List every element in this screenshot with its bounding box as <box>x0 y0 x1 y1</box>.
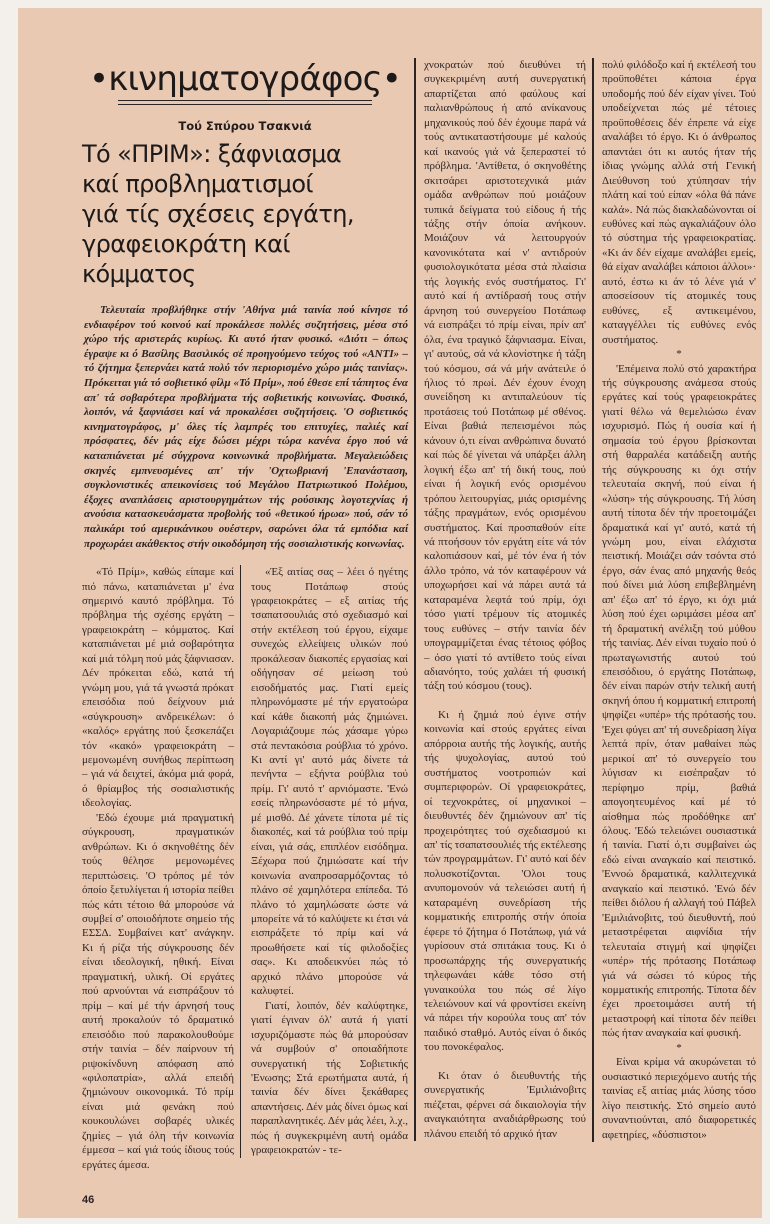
paragraph: «Έξ αιτίας σας – λέει ό ηγέτης τους Ποτάπωφ στούς γραφειοκράτες – εξ αιτίας τής τσαπατσουλιάς στό σχεδιασμό καί στήν εκτέλεση τού έργου, είχαμε συνεχώς ελλείψεις υλικών πού προκάλεσαν διακοπές εργασίας καί οδήγησαν σέ μείωση τού εισοδήματός μας. Γιατί εμείς πληρωνόμαστε μέ τήν εργατοώρα καί κάθε διακοπή μάς ζημιώνει. Λογαριάζουμε πώς χάσαμε γύρω στά πεντακόσια ρούβλια τό χρόνο. Κι αντί γι' αυτό μάς δίνετε τά πενήντα – εξήντα ρούβλια τού πρίμ. Γι' αυτό τ' αρνιόμαστε. 'Ενώ εσείς πληρωνόσαστε μέ τό μήνα, μέ μισθό. Δέ χάνετε τίποτα μέ τίς διακοπές, καί τά ρούβλια τού πρίμ είναι, γιά σάς, επιπλέον εισόδημα. Ξέχωρα πού ζημιώσατε καί τήν κοινωνία αναπροσαρμόζοντας τό πλάνο σέ χαμηλότερα επίπεδα. Τό πλάνο τό χαμηλώσατε ώστε νά μπορείτε νά τό καλύψετε κι έτσι νά εισπράξετε τό πρίμ καί νά προωθήσετε καί τίς φιλοδοξίες σας». Κι αποδεικνύει πώς τό αρχικό πλάνο μπορούσε νά καλυφτεί. <box>251 566 408 998</box>
paragraph: Κι ή ζημιά πού έγινε στήν κοινωνία καί στούς εργάτες είναι απόρροια αυτής τής λογικής, αυτής τής ψυχολογίας, αυτού τού συστήματος νοοτροπιών καί συμπεριφορών. Οί γραφειοκράτες, οί τεχνοκράτες, οί μηχανικοί – διευθυντές δέν ζημιώνουν απ' τίς προχειρότητες τού σχεδιασμού κι απ' τίς τσαπατσουλιές τής εκτέλεσης τών προγραμμάτων. Γι' αυτό καί δέν πολυσκοτίζονται. 'Ολοι τους ανυπομονούν νά τελειώσει αυτή ή καταραμένη συνεδρίαση τής κομματικής επιτροπής στήν όποία έφερε τό ζήτημα ό Ποτάπωφ, γιά νά γυρίσουν στά σπιτάκια τους. Κι ό προσωπάρχης τής συνεργατικής τηλεφωνάει κάθε τόσο στή γυναικούλα του πώς σέ λίγο τελειώνουν καί νά φροντίσει εκείνη νά πάρει τήν κορούλα τους απ' τόν παιδικό σταθμό. Αυτός είναι ό δικός του πονοκέφαλος. <box>424 708 586 1054</box>
newspaper-page <box>18 8 762 1218</box>
left-block <box>82 58 408 1206</box>
byline: Τού Σπύρου Τσακνιά <box>178 119 312 133</box>
paragraph: 'Εδώ έχουμε μιά πραγματική σύγκρουση, πραγματικών ανθρώπων. Κι ό σκηνοθέτης δέν τούς θέλησε μεμονωμένες περιπτώσεις. 'Ο τρόπος μέ τόν όποίο ξετυλίγεται ή ιστορία πείθει πώς κάτι τέτοιο θά μπορούσε νά συμβεί σ' οποιοδήποτε σημείο τής ΕΣΣΔ. Συμβαίνει κατ' ανάγκην. Κι ή ρίζα τής σύγκρουσης δέν είναι ιδεολογική, ηθική. Είναι πραγματική, υλική. Οί εργάτες πού αρνούνται νά εισπράξουν τό πρίμ – καί μέ τήν άρνησή τους αυτή προκαλούν τό δραματικό επεισόδιο πού παρακολουθούμε στήν ταινία – δέν παίρνουν τή ριψοκίνδυνη απόφαση από «φιλοπατρία», αλλά επειδή ζημιώνουν οικονομικά. Τό πρίμ είναι μιά φενάκη πού κουκουλώνει σοβαρές υλικές ζημίες – γιά όλη τήν κοινωνία έμμεσα – καί γιά τούς ίδιους τούς εργάτες άμεσα. <box>82 811 234 1171</box>
article-column-1 <box>82 565 240 1172</box>
article-column-3 <box>414 58 592 1141</box>
article-column-4 <box>592 58 762 1142</box>
headline-line: γιά τίς σχέσεις εργάτη, <box>82 200 354 228</box>
section-separator: * <box>676 348 682 361</box>
title-underline <box>118 100 372 105</box>
headline-line: καί προβληματισμοί <box>82 170 313 198</box>
section-title: •κινηματογράφος• <box>88 59 401 99</box>
section-separator: * <box>676 1041 682 1054</box>
headline-line: Τό «ΠΡΙΜ»: ξάφνιασμα <box>82 140 342 168</box>
paragraph: πολύ φιλόδοξο καί ή εκτέλεσή του προϋποθέτει κάποια έργα υποδομής πού δέν είχαν γίνει. Τού υποδείχνεται πώς μέ τέτοιες προϋποθέσεις δέν έπρεπε νά είχε αναλάβει τό έργο. Κι ό άνθρωπος απαντάει ότι κι αυτός ήταν τής ίδιας γνώμης αλλά στή Γενική Διεύθυνση τού χτύπησαν τήν πλάτη καί τού είπαν «όλα θά πάνε καλά». Νά πώς διακλαδώνονται οί ευθύνες καί πώς αγκαλιάζουν όλο τό σύστημα τής γραφειοκρατίας. «Κι άν δέν είχαμε αναλάβει εμείς, θά είχαν αναλάβει κάποιοι άλλοι»· αυτό, έστω κι άν τό λένε γιά ν' αποσείσουν τίς ατομικές τους ευθύνες, εξ αντικειμένου, καταγγέλλει τίς ευθύνες ενός συστήματος. <box>602 59 756 346</box>
article-column-2 <box>240 565 408 1158</box>
paragraph: «Τό Πρίμ», καθώς είπαμε καί πιό πάνω, καταπιάνεται μ' ένα σημερινό καυτό πρόβλημα. Τό πρόβλημα τής σχέσης εργάτη – γραφειοκράτη – κόμματος. Καί καταπιάνεται μέ μιά σοβαρότητα καί μιά τόλμη πού μάς ξάφνιασαν. Δέν πρόκειται εδώ, κατά τή γνώμη μου, γιά τά γνωστά πρόκατ επεισόδια πού δείχνουν μιά «σύγκρουση» ανδρεικέλων: ό «καλός» εργάτης πού ξεσκεπάζει τόν «κακό» γραφειοκράτη – μεμονωμένη συνήθως περίπτωση – γιά νά δειχτεί, άκόμα μιά φορά, ό θρίαμβος τής σοσιαλιστικής ιδεολογίας. <box>82 566 234 810</box>
paragraph: Γιατί, λοιπόν, δέν καλύφτηκε, γιατί έγιναν όλ' αυτά ή γιατί ισχυριζόμαστε πώς θά μπορούσαν νά συμβούν σ' οποιαδήποτε συνεργατική τής Σοβιετικής 'Ενωσης; Στά ερωτήματα αυτά, ή ταινία δέν δίνει ξεκάθαρες απαντήσεις. Δέν μάς δίνει όμως καί παραπλανητικές. Δέν μάς λέει, λ.χ., πώς ή συγκεκριμένη αυτή ομάδα γραφειοκρατών - τε- <box>251 999 408 1157</box>
lower-columns <box>82 565 408 1172</box>
paragraph: Είναι κρίμα νά ακυρώνεται τό ουσιαστικό περιεχόμενο αυτής τής ταινίας εξ αιτίας μιάς λύσης τόσο λίγο πειστικής. Στό σημείο αυτό συναντιούνται, από διαφορετικές αφετηρίες, «δύσπιστοι» <box>602 1056 756 1141</box>
headline-line: γραφειοκράτη καί κόμματος <box>82 230 290 288</box>
paragraph: 'Επέμεινα πολύ στό χαρακτήρα τής σύγκρουσης ανάμεσα στούς εργάτες καί τούς γραφειοκράτες γιατί θέλω νά θεμελιώσω έναν ισχυρισμό. Πώς ή ουσία καί ή σημασία τού έργου βρίσκονται στή θαρραλέα κατάδειξη αυτής τής σύγκρουσης κι όχι στήν τελευταία σκηνή, πού είναι ή «λύση» τής σύγκρουσης. Τή λύση αυτή τίποτα δέν τήν προετοιμάζει δραματικά καί γι' αυτό, κατά τή γνώμη μου, είναι ελάχιστα πειστική. Μοιάζει σάν τσόντα στό έργο, σάν ένας από μηχανής θεός πού δίνει μιά λύση επιβεβλημένη απ' έξω απ' τό έργο, κι όχι μιά λύση πού έχει ωριμάσει μέσα απ' τή δραματική ανέλιξη τού μύθου τής ταινίας. Δέν είναι τυχαίο πού ό πρωταγωνιστής αυτού τού επεισόδιου, ό εργάτης Ποτάπωφ, δέν είναι παρών στήν τελική αυτή σκηνή όπου ή κομματική επιτροπή ψηφίζει «υπέρ» τής πρότασής του. 'Εχει φύγει απ' τή συνεδρίαση λίγα λεπτά πρίν, όταν μαθαίνει πώς μερικοί απ' τό συνεργείο του λύγισαν κι εισέπραξαν τό περίφημο πρίμ, βαθιά απογοητευμένος καί μέ τό αίσθημα πώς προδόθηκε απ' όλους. 'Εδώ τελειώνει ουσιαστικά ή ταινία. Γιατί ό,τι συμβαίνει ώς εδώ είναι αναγκαίο καί πειστικό. 'Εννοώ δραματικά, καλλιτεχνικά αναγκαίο καί πειστικό. 'Ενώ δέν πείθει διόλου ή αλλαγή τού Πάβελ 'Εμιλιάνοβιτς, τού διευθυντή, πού μεταστρέφεται αιφνίδια τήν τελευταία στιγμή καί ψηφίζει «υπέρ» τής πρότασης Ποτάπωφ γιά νά σώσει τό κύρος τής κομματικής επιτροπής. Τίποτα δέν έχει προετοιμάσει αυτή τή μεταστροφή καί τίποτα δέν πείθει πώς ήταν αναγκαία καί φυσική. <box>602 362 756 1040</box>
paragraph: χνοκρατών πού διευθύνει τή συγκεκριμένη αυτή συνεργατική απαρτίζεται από φαύλους καί παλιανθρώπους ή από ανίκανους μηχανικούς πού δέν έχουμε παρά νά τούς αντικαταστήσουμε μέ καλούς καί ικανούς γιά νά ξεπεραστεί τό πρόβλημα. 'Αντίθετα, ό σκηνοθέτης σκιτσάρει αριστοτεχνικά μιάν ομάδα ανθρώπων πού μοιάζουν τυπικά δείγματα τού είδους ή τής τάξης στήν όποία ανήκουν. Μοιάζουν νά λειτουργούν κανονικότατα καί ν' αντιδρούν φυσιολογικότατα μέσα στά πλαίσια τής λογικής ενός συστήματος. Γι' αυτό καί ή αντίδρασή τους στήν άρνηση τού συνεργείου Ποτάπωφ νά εισπράξει τό πρίμ είναι, πρίν απ' όλα, ένα τραγικό ξάφνιασμα. Είναι, γι' αυτούς, σά νά κλονίστηκε ή τάξη τού κόσμου, σά νά μήν ανάτειλε ό ήλιος τό πρωί. Δέν έχουν ένοχη συνείδηση κι αντιπαλεύουν τίς προτάσεις τού Ποτάπωφ μέ σθένος. Είναι βαθιά πεπεισμένοι πώς κάνουν ό,τι είναι ανθρώπινα δυνατό καί πώς δέ γίνεται νά υπάρξει άλλη λογική έξω απ' τή δική τους, πού είναι ή λογική ενός ορισμένου τρόπου λειτουργίας, μιάς ορισμένης τάξης πραγμάτων, ενός ορισμένου συστήματος. Καί προσπαθούν είτε νά πτοήσουν τόν εργάτη είτε νά τόν καλοπιάσουν καί, μέ τόν ένα ή τόν άλλο τρόπο, νά τόν καταφέρουν νά υποχωρήσει καί νά πάρει αυτά τά καταραμένα λεφτά τού πρίμ, όχι τόσο γιατί τρέμουν τίς ατομικές τους ευθύνες – στήν ταινία δέν υπογραμμίζεται ένας τέτοιος φόβος – όσο γιατί τό αντίθετο τούς είναι αδιανόητο, τούς χαλάει τή φυσική τάξη τού κόσμου (τους). <box>424 59 586 693</box>
intro-paragraph: Τελευταία προβλήθηκε στήν 'Αθήνα μιά ταινία πού κίνησε τό ενδιαφέρον τού κοινού καί προκάλεσε πολλές συζητήσεις, μέσα στό χώρο τής αριστεράς κυρίως. Κι αυτό ήταν φυσικό. «Διότι – όπως έγραψε κι ό Βασίλης Βασιλικός σέ προηγούμενο τεύχος τού «ΑΝΤΙ» – τό ζήτημα ξεπερνάει κατά πολύ τόν περιορισμένο χώρο μιάς ταινίας». Πρόκειται γιά τό σοβιετικό φίλμ «Τό Πρίμ», πού έθεσε επί τάπητος ένα απ' τά σοβαρότερα προβλήματα τής σοβιετικής κοινωνίας. Φυσικό, λοιπόν, νά ξαφνιάσει καί νά προκαλέσει συζητήσεις. 'Ο σοβιετικός κινηματογράφος, μ' όλες τίς λαμπρές του επιτυχίες, παλιές καί πρόσφατες, δέν μάς είχε δώσει μέχρι τώρα κανένα έργο πού νά καταπιάνεται μέ σύγχρονα κοινωνικά προβλήματα. Μεγαλειώδεις σκηνές εμπνευσμένες απ' τήν 'Οχτωβριανή 'Επανάσταση, συγκλονιστικές απεικονίσεις τού Μεγάλου Πατριωτικού Πολέμου, έξοχες αναπλάσεις αριστουργημάτων τής ρούσικης λογοτεχνίας ή ανούσια κατασκευάσματα προβολής τού «θετικού ήρωα» πού, σάν τό παλικάρι τού αμερικάνικου ουέστερν, σαρώνει όλα τά εμπόδια καί προχωράει ακάθεκτος στήν οικοδόμηση τής σοσιαλιστικής κοινωνίας. <box>84 304 408 550</box>
paragraph: Κι όταν ό διευθυντής τής συνεργατικής 'Εμιλιάνοβιτς πιέζεται, φέρνει σά δικαιολογία τήν αναγκαιότητα αναδιάρθρωσης τού πλάνου επειδή τό αρχικό ήταν <box>424 1069 586 1140</box>
headline <box>82 139 408 289</box>
page-number: 46 <box>82 1194 95 1207</box>
